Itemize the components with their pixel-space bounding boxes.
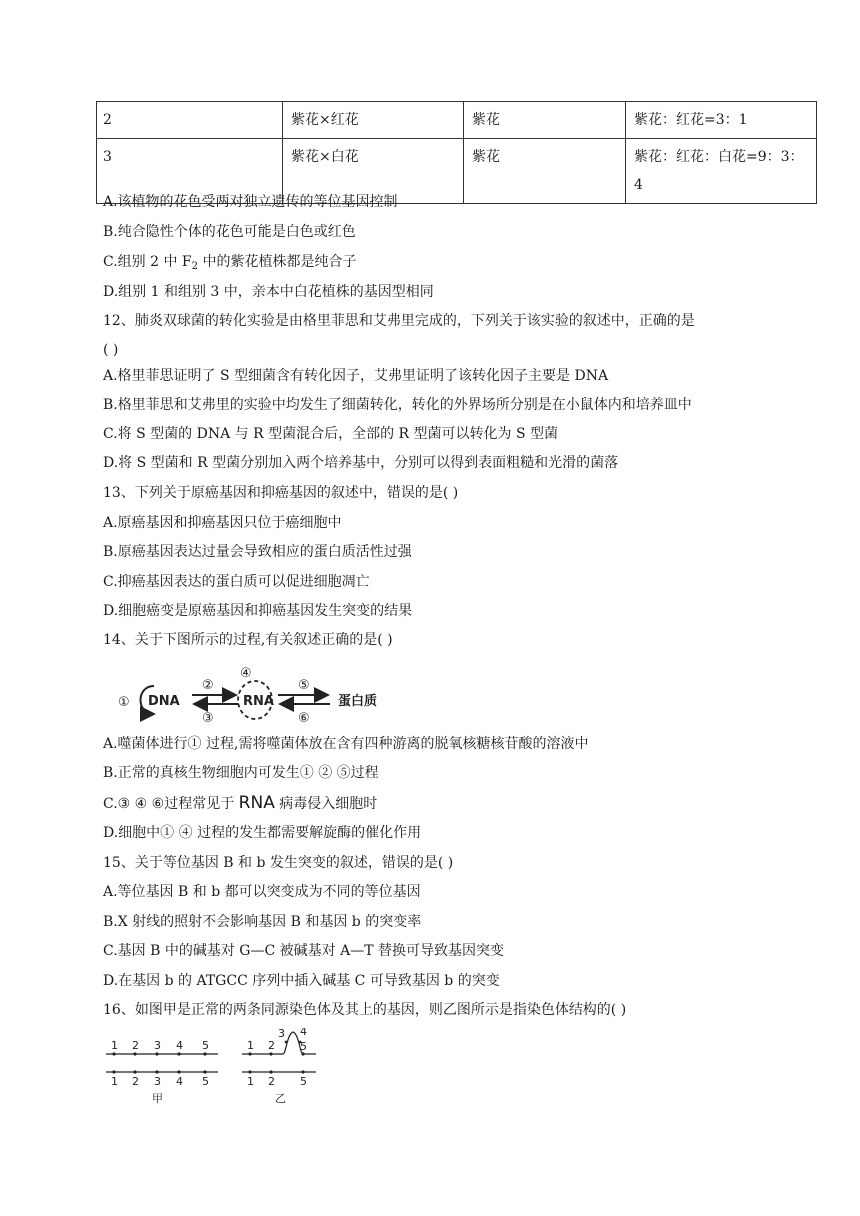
q14-option-c — [103, 793, 377, 814]
label-process-1: ① — [118, 695, 130, 710]
gene-label: 1 — [247, 1039, 254, 1052]
q11-option-b: B.纯合隐性个体的花色可能是白色或红色 — [103, 224, 356, 240]
table-cell: 紫花：红花=3：1 — [626, 102, 817, 139]
gene-label: 2 — [132, 1075, 139, 1088]
gene-label: 3 — [154, 1075, 161, 1088]
q12-option-d: D.将 S 型菌和 R 型菌分别加入两个培养基中，分别可以得到表面粗糙和光滑的菌落 — [103, 455, 619, 471]
gene-label: 4 — [176, 1075, 183, 1088]
q15-option-d: D.在基因 b 的 ATGCC 序列中插入碱基 C 可导致基因 b 的突变 — [103, 973, 500, 989]
gene-dot — [133, 1070, 136, 1073]
option-text: C.组别 2 中 F — [103, 254, 192, 270]
ratio-line-2: 4 — [634, 177, 643, 193]
q14-option-d: D.细胞中① ④ 过程的发生都需要解旋酶的催化作用 — [103, 825, 422, 841]
central-dogma-diagram — [110, 664, 410, 726]
gene-label: 2 — [268, 1039, 275, 1052]
gene-dot — [269, 1070, 272, 1073]
q13-option-d: D.细胞癌变是原癌基因和抑癌基因发生突变的结果 — [103, 603, 413, 619]
q14-option-a: A.噬菌体进行① 过程,需将噬菌体放在含有四种游离的脱氧核糖核苷酸的溶液中 — [103, 736, 589, 752]
q12-paren: ( ) — [103, 342, 119, 358]
q11-option-d: D.组别 1 和组别 3 中，亲本中白花植株的基因型相同 — [103, 284, 434, 300]
gene-dot — [285, 1041, 288, 1044]
gene-dot — [177, 1052, 180, 1055]
q12-stem: 12、肺炎双球菌的转化实验是由格里菲思和艾弗里完成的，下列关于该实验的叙述中，正确的是 — [103, 313, 695, 329]
table-cell: 紫花×白花 — [283, 139, 464, 204]
gene-dot — [248, 1070, 251, 1073]
yi-bottom-genes — [247, 1070, 307, 1088]
label-process-6: ⑥ — [298, 711, 310, 726]
jia-bottom-genes — [111, 1070, 209, 1088]
option-text: 中的紫花植株都是纯合子 — [198, 254, 357, 270]
option-text: 病毒侵入细胞时 — [274, 796, 378, 812]
gene-label: 5 — [300, 1075, 307, 1088]
gene-dot — [133, 1052, 136, 1055]
q11-option-a: A.该植物的花色受两对独立遗传的等位基因控制 — [103, 194, 398, 210]
label-process-4: ④ — [240, 666, 252, 681]
table-cell: 3 — [97, 139, 283, 204]
subscript: 2 — [191, 261, 199, 272]
gene-dot — [177, 1070, 180, 1073]
table-row — [97, 102, 817, 139]
gene-dot — [203, 1070, 206, 1073]
q13-option-a: A.原癌基因和抑癌基因只位于癌细胞中 — [103, 515, 342, 531]
q12-option-c: C.将 S 型菌的 DNA 与 R 型菌混合后，全部的 R 型菌可以转化为 S 型菌 — [103, 426, 559, 442]
gene-label: 4 — [176, 1039, 183, 1052]
chromosome-diagram — [100, 1028, 330, 1108]
gene-label: 5 — [300, 1040, 307, 1053]
q13-option-b: B.原癌基因表达过量会导致相应的蛋白质活性过强 — [103, 544, 412, 560]
gene-label: 2 — [268, 1075, 275, 1088]
rna-label: RNA — [243, 694, 274, 709]
q15-option-c: C.基因 B 中的碱基对 G—C 被碱基对 A—T 替换可导致基因突变 — [103, 943, 504, 959]
option-text: C.③ ④ ⑥过程常见于 — [103, 796, 239, 812]
table-cell: 紫花×红花 — [283, 102, 464, 139]
q13-option-c: C.抑癌基因表达的蛋白质可以促进细胞凋亡 — [103, 574, 370, 590]
gene-label: 3 — [278, 1028, 285, 1040]
ratio-line-1: 紫花：红花：白花=9：3： — [634, 149, 804, 165]
q11-option-c — [103, 252, 356, 272]
gene-dot — [155, 1070, 158, 1073]
q13-stem: 13、下列关于原癌基因和抑癌基因的叙述中，错误的是( ) — [103, 485, 459, 501]
gene-label: 1 — [247, 1075, 254, 1088]
q12-option-a: A.格里菲思证明了 S 型细菌含有转化因子，艾弗里证明了该转化因子主要是 DNA — [103, 368, 609, 384]
gene-label: 1 — [111, 1039, 118, 1052]
q15-option-b: B.X 射线的照射不会影响基因 B 和基因 b 的突变率 — [103, 914, 422, 930]
gene-dot — [269, 1052, 272, 1055]
gene-label: 5 — [202, 1039, 209, 1052]
gene-dot — [112, 1070, 115, 1073]
rna-term: RNA — [238, 793, 275, 813]
gene-label: 4 — [300, 1028, 307, 1038]
gene-label: 1 — [111, 1075, 118, 1088]
q15-stem: 15、关于等位基因 B 和 b 发生突变的叙述，错误的是( ) — [103, 855, 454, 871]
q12-option-b: B.格里菲思和艾弗里的实验中均发生了细菌转化，转化的外界场所分别是在小鼠体内和培养皿中 — [103, 397, 692, 413]
q16-stem: 16、如图甲是正常的两条同源染色体及其上的基因，则乙图所示是指染色体结构的( ) — [103, 1002, 627, 1018]
dna-label: DNA — [148, 694, 180, 709]
label-process-2: ② — [202, 678, 214, 693]
gene-dot — [248, 1052, 251, 1055]
table-cell: 紫花 — [464, 139, 626, 204]
gene-label: 2 — [132, 1039, 139, 1052]
gene-dot — [301, 1070, 304, 1073]
label-process-5: ⑤ — [298, 678, 310, 693]
label-yi: 乙 — [275, 1092, 286, 1105]
q14-option-b: B.正常的真核生物细胞内可发生① ② ⑤过程 — [103, 765, 379, 781]
gene-label: 3 — [154, 1039, 161, 1052]
gene-dot — [155, 1052, 158, 1055]
jia-top-genes — [111, 1039, 209, 1056]
label-jia: 甲 — [152, 1092, 163, 1105]
gene-dot — [203, 1052, 206, 1055]
gene-dot — [112, 1052, 115, 1055]
cross-results-table — [96, 101, 817, 204]
q15-option-a: A.等位基因 B 和 b 都可以突变成为不同的等位基因 — [103, 884, 421, 900]
table-cell: 紫花 — [464, 102, 626, 139]
protein-label: 蛋白质 — [338, 694, 378, 709]
label-process-3: ③ — [202, 711, 214, 726]
table-cell: 2 — [97, 102, 283, 139]
q14-stem: 14、关于下图所示的过程,有关叙述正确的是( ) — [103, 632, 393, 648]
table-cell — [626, 139, 817, 204]
gene-label: 5 — [202, 1075, 209, 1088]
